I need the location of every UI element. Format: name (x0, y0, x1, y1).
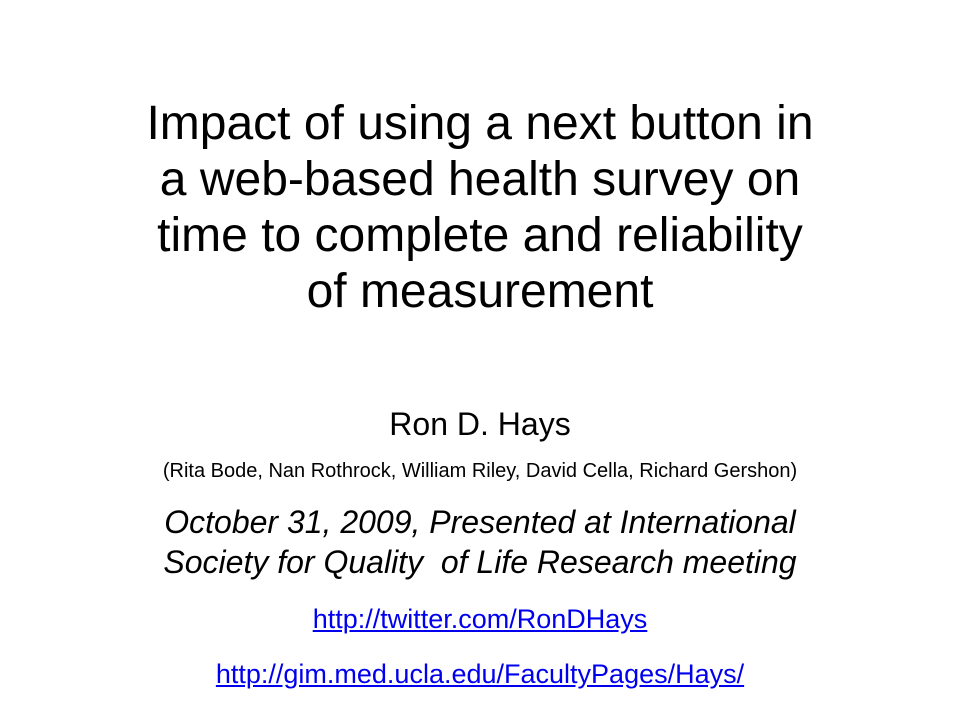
collaborators: (Rita Bode, Nan Rothrock, William Riley, David Cella, Richard Gershon) (162, 460, 798, 482)
title-line: a web-based health survey on (159, 153, 801, 206)
faculty-page-link-row (0, 658, 960, 690)
slide-title (40, 96, 920, 320)
title-line: Impact of using a next button in (146, 97, 814, 150)
faculty-page-link[interactable]: http://gim.med.ucla.edu/FacultyPages/Hays/ (215, 659, 745, 689)
occasion-line: October 31, 2009, Presented at International (164, 504, 796, 540)
presenter-name: Ron D. Hays (389, 406, 571, 442)
twitter-link-row (0, 603, 960, 635)
presentation-occasion (0, 502, 960, 582)
title-line: time to complete and reliability (157, 209, 803, 262)
occasion-line: Society for Quality of Life Research meeting (163, 544, 797, 580)
twitter-link[interactable]: http://twitter.com/RonDHays (312, 604, 648, 634)
title-line: of measurement (306, 265, 654, 318)
